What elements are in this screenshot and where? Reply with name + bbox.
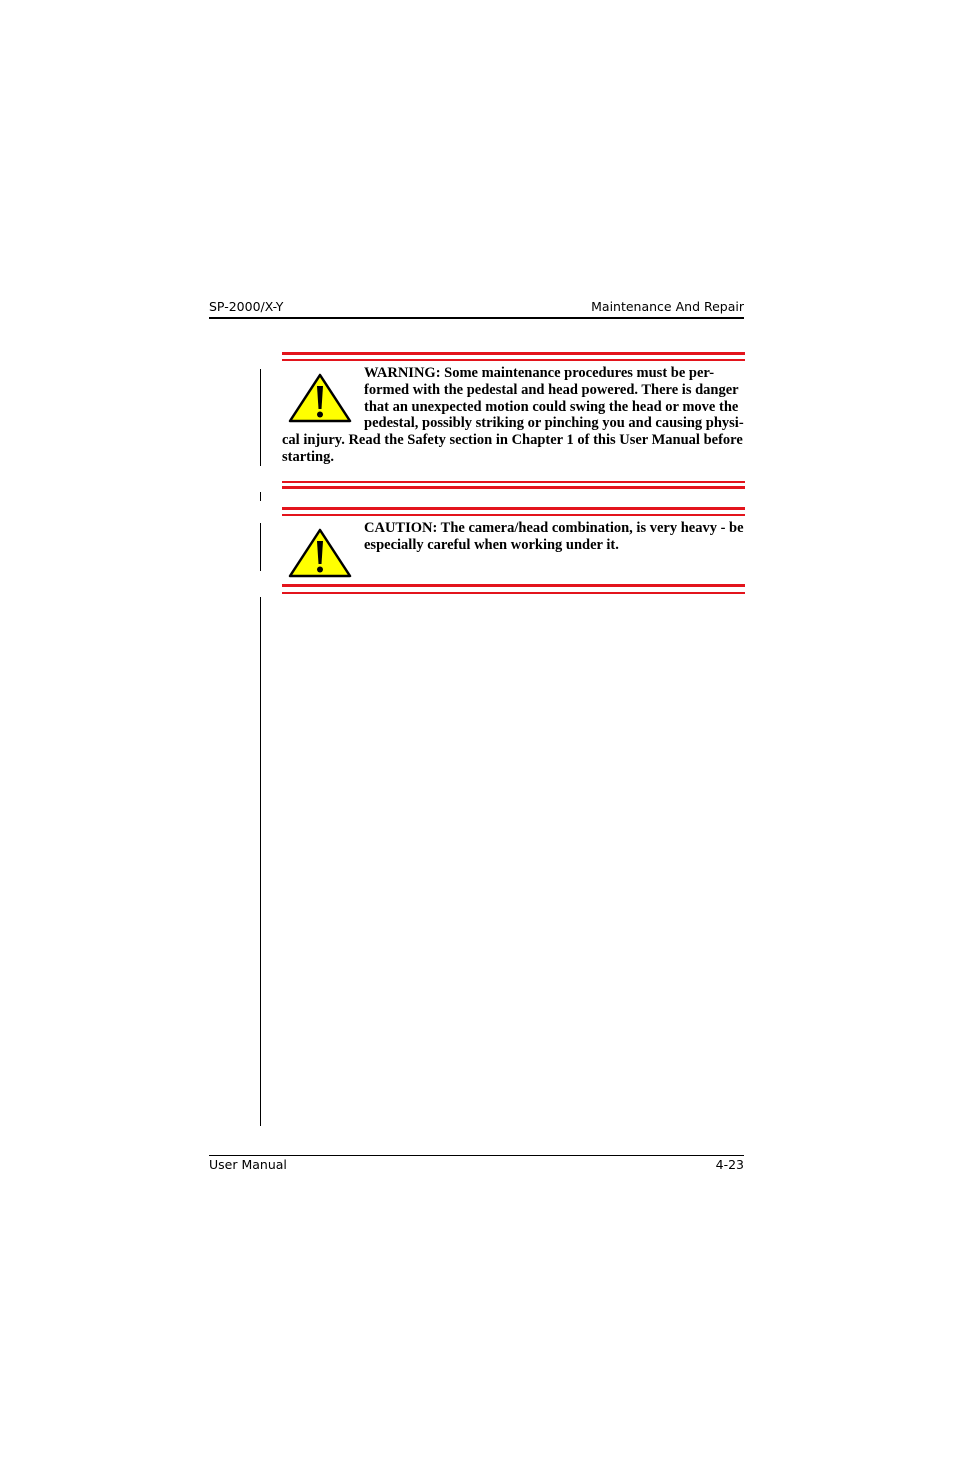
caution-notice — [282, 520, 745, 560]
warning-text: WARNING: Some maintenance procedures must be per-formed with the pedestal and head powered. There is danger that an unexpected motion could swing the head or move the pedestal, possibly striking or pinching you and causing physi-cal injury. Read the Safety section in Chapter 1 of this User Manual before starting. — [282, 365, 744, 465]
warning-bottom-rule — [282, 486, 745, 489]
header-document-title: SP-2000/X-Y — [209, 299, 284, 314]
caution-top-rule-thin — [282, 514, 745, 516]
caution-text: CAUTION: The camera/head combination, is very heavy - be especially careful when working under it. — [364, 520, 744, 553]
warning-top-rule — [282, 352, 745, 355]
change-bar — [260, 492, 261, 501]
footer-document-name: User Manual — [209, 1157, 287, 1172]
warning-top-rule-thin — [282, 359, 745, 361]
caution-bottom-rule-thin — [282, 592, 745, 594]
change-bar — [260, 369, 261, 466]
footer-rule — [209, 1155, 744, 1156]
caution-top-rule — [282, 507, 745, 510]
change-bar — [260, 597, 261, 1126]
footer-page-number: 4-23 — [715, 1157, 744, 1172]
header-section-title: Maintenance And Repair — [591, 299, 744, 314]
header-rule — [209, 317, 744, 319]
warning-bottom-rule-thin — [282, 481, 745, 483]
caution-bottom-rule — [282, 584, 745, 587]
warning-notice — [282, 365, 745, 466]
change-bar — [260, 523, 261, 571]
